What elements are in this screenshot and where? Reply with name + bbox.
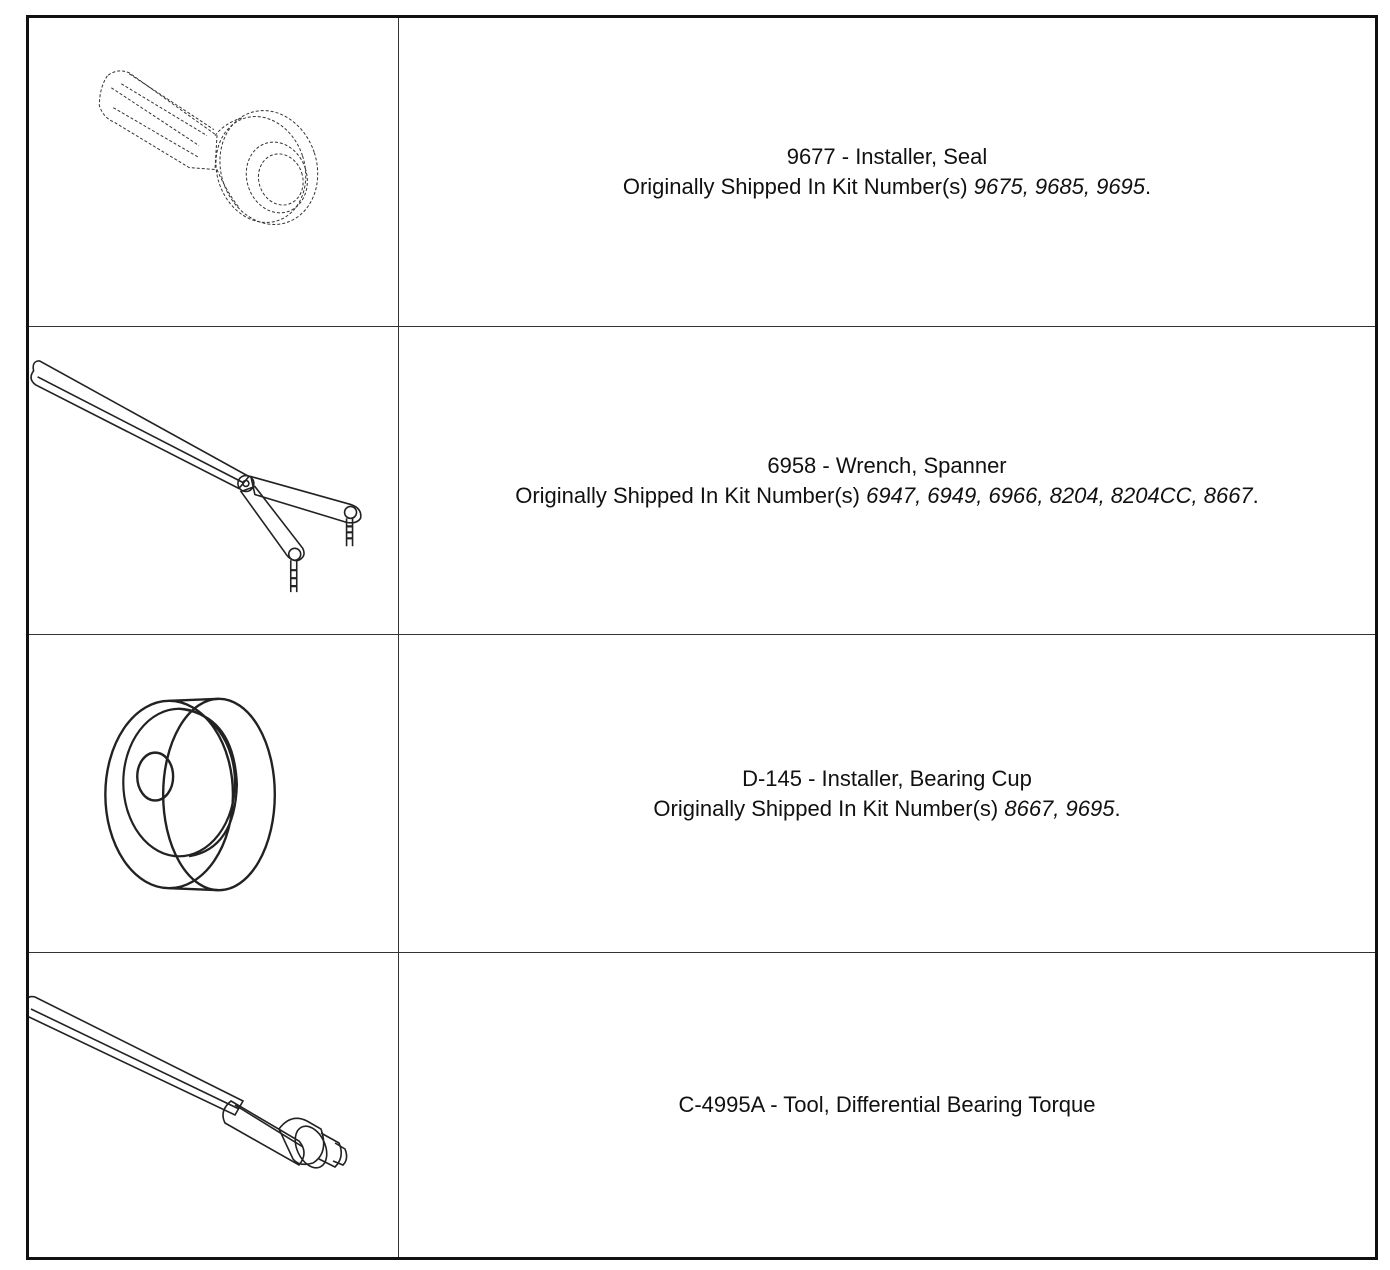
kit-prefix: Originally Shipped In Kit Number(s): [622, 174, 974, 199]
kit-suffix: .: [1252, 482, 1259, 508]
bearing-cup-installer-icon: [29, 635, 399, 952]
kit-suffix: .: [1145, 174, 1152, 199]
kit-numbers: 6947, 6949, 6966, 8204, 8204CC, 8667: [866, 482, 1253, 508]
torque-tool-icon: [29, 953, 399, 1257]
tool-table: [26, 15, 1378, 1260]
tool-image-cell: [29, 635, 399, 952]
kit-numbers: 9675, 9685, 9695: [973, 174, 1146, 199]
tool-image-cell: [29, 18, 399, 326]
tool-kits-line: [653, 794, 1120, 824]
tool-image-cell: [29, 327, 399, 634]
tool-row-c4995a: [29, 953, 1375, 1257]
tool-name: D-145 - Installer, Bearing Cup: [742, 765, 1032, 791]
kit-numbers: 8667, 9695: [1004, 795, 1115, 821]
tool-name: C-4995A - Tool, Differential Bearing Torque: [678, 1092, 1096, 1117]
kit-prefix: Originally Shipped In Kit Number(s): [515, 482, 867, 508]
tool-row-6958: [29, 327, 1375, 635]
tool-name: 6958 - Wrench, Spanner: [767, 452, 1007, 478]
kit-suffix: .: [1114, 795, 1121, 821]
tool-name: 9677 - Installer, Seal: [786, 144, 988, 169]
tool-row-9677: [29, 18, 1375, 327]
kit-prefix: Originally Shipped In Kit Number(s): [653, 795, 1005, 821]
tool-image-cell: [29, 953, 399, 1257]
tool-description: [399, 18, 1375, 326]
tool-description: [399, 953, 1375, 1257]
tool-description: [399, 635, 1375, 952]
tool-kits-line: [623, 172, 1151, 202]
seal-installer-icon: [29, 18, 399, 326]
tool-row-d145: [29, 635, 1375, 953]
tool-kits-line: [515, 481, 1259, 511]
spanner-wrench-icon: [29, 327, 399, 634]
tool-description: [399, 327, 1375, 634]
